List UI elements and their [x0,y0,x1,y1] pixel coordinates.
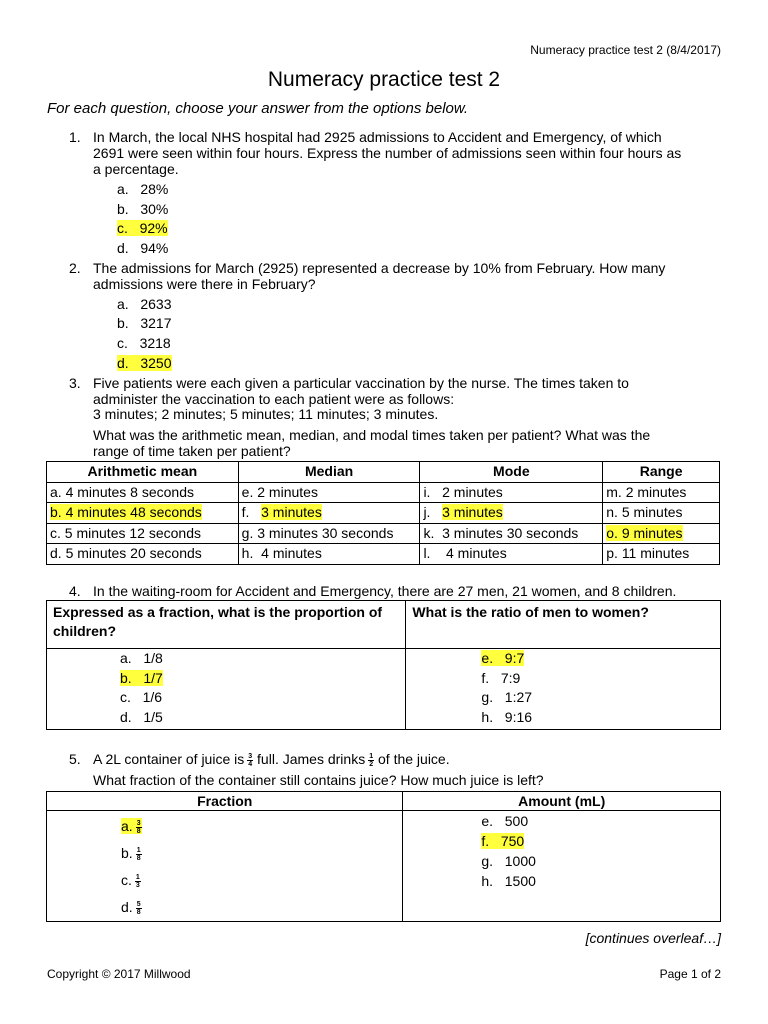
cell: d. 5 minutes 20 seconds [47,544,239,565]
cell: n. 5 minutes [603,503,720,524]
copyright: Copyright © 2017 Millwood [47,967,191,981]
q4-option-d: d. 1/5 [120,708,163,725]
q4-option-f: f. 7:9 [481,669,521,686]
q3-line-1: Five patients were each given a particular vaccination by the nurse. The times taken to [93,375,629,391]
header-median: Median [238,462,420,483]
q3-line-2: administer the vaccination to each patient were as follows: [93,391,455,407]
q5-option-d: d. $\frac{5}{8}$ [121,899,141,916]
q5-option-b: b. $\frac{1}{8}$ [121,845,141,862]
q2-option-c: c. 3218 [117,335,171,351]
q3-line-5: range of time taken per patient? [93,443,291,459]
q2-line-2: admissions were there in February? [93,276,316,292]
q1-option-c-highlighted: c. 92% [117,220,168,236]
q4-option-c: c. 1/6 [120,689,163,705]
header-fraction: Fraction [47,792,403,811]
header-arithmetic-mean: Arithmetic mean [47,462,239,483]
table-row [47,649,721,730]
q1-option-a: a. 28% [117,181,169,197]
q1-line-2: 2691 were seen within four hours. Express the number of admissions seen within four hours as [93,145,682,161]
instructions: For each question, choose your answer from the options below. [47,100,469,117]
q1-number: 1. [69,129,81,145]
q2-number: 2. [69,260,81,276]
q5-option-g: g. 1000 [481,853,536,869]
q5-option-h: h. 1500 [481,873,536,889]
running-header: Numeracy practice test 2 (8/4/2017) [530,43,721,57]
cell: l. 4 minutes [420,544,603,565]
continues-note: [continues overleaf…] [585,930,721,946]
cell-highlighted: o. 9 minutes [603,523,720,544]
header-ratio-question: What is the ratio of men to women? [406,601,721,649]
q4-option-h: h. 9:16 [481,708,533,725]
cell: g. 3 minutes 30 seconds [238,523,420,544]
cell: p. 11 minutes [603,544,720,565]
ratio-options-cell [406,649,721,730]
amount-options-cell [403,811,721,922]
q3-number: 3. [69,375,81,391]
q1-option-b: b. 30% [117,201,169,217]
q3-line-3: 3 minutes; 2 minutes; 5 minutes; 11 minutes; 3 minutes. [93,406,439,422]
page-number: Page 1 of 2 [659,967,721,981]
q1-line-3: a percentage. [93,161,179,177]
q4-line-1: In the waiting-room for Accident and Emergency, there are 27 men, 21 women, and 8 children. [93,583,677,599]
fraction-options-cell [47,811,403,922]
header-fraction-question: Expressed as a fraction, what is the proportion of children? [47,601,406,649]
cell-highlighted: b. 4 minutes 48 seconds [47,503,239,524]
header-range: Range [603,462,720,483]
cell: c. 5 minutes 12 seconds [47,523,239,544]
table-header-row [47,462,720,483]
cell: i. 2 minutes [420,482,603,503]
table-header-row [47,601,721,649]
cell: h. 4 minutes [238,544,420,565]
q3-answer-table [46,461,720,565]
q1-option-d: d. 94% [117,240,169,256]
q5-option-a-highlighted: a. $\frac{3}{8}$ [121,818,141,835]
q5-option-c: c. $\frac{1}{3}$ [121,872,140,889]
table-row [47,811,721,922]
cell: m. 2 minutes [603,482,720,503]
fraction-one-half: $\frac{1}{2}$ [369,752,374,768]
q2-option-b: b. 3217 [117,315,172,331]
fraction-options-cell [47,649,406,730]
q4-option-a: a. 1/8 [120,650,163,666]
cell-highlighted: f. 3 minutes [238,503,420,524]
table-header-row [47,792,721,811]
table-row [47,523,720,544]
q4-option-e-highlighted: e. 9:7 [481,650,525,666]
q3-line-4: What was the arithmetic mean, median, and modal times taken per patient? What was the [93,427,651,443]
cell: a. 4 minutes 8 seconds [47,482,239,503]
cell: k. 3 minutes 30 seconds [420,523,603,544]
page-title: Numeracy practice test 2 [267,68,501,91]
table-row [47,544,720,565]
q5-number: 5. [69,751,81,767]
q5-line-1: A 2L container of juice is $\frac{3}{4}$ full. James drinks $\frac{1}{2}$ of the juice. [93,751,450,768]
q5-answer-table [46,791,721,922]
q4-answer-table [46,600,721,730]
cell: e. 2 minutes [238,482,420,503]
q2-line-1: The admissions for March (2925) represented a decrease by 10% from February. How many [93,260,666,276]
q5-option-f-highlighted: f. 750 [481,833,525,849]
q4-option-g: g. 1:27 [481,689,533,705]
cell-highlighted: j. 3 minutes [420,503,603,524]
header-mode: Mode [420,462,603,483]
q1-line-1: In March, the local NHS hospital had 2925 admissions to Accident and Emergency, of which [93,129,662,145]
q5-line-2: What fraction of the container still contains juice? How much juice is left? [93,772,544,788]
table-row [47,503,720,524]
q2-option-a: a. 2633 [117,296,172,312]
fraction-three-quarters: $\frac{3}{4}$ [248,752,253,768]
q5-option-e: e. 500 [481,813,529,829]
q2-option-d-highlighted: d. 3250 [117,355,172,371]
table-row [47,482,720,503]
q4-number: 4. [69,583,81,599]
header-amount: Amount (mL) [403,792,721,811]
q4-option-b-highlighted: b. 1/7 [120,669,163,686]
